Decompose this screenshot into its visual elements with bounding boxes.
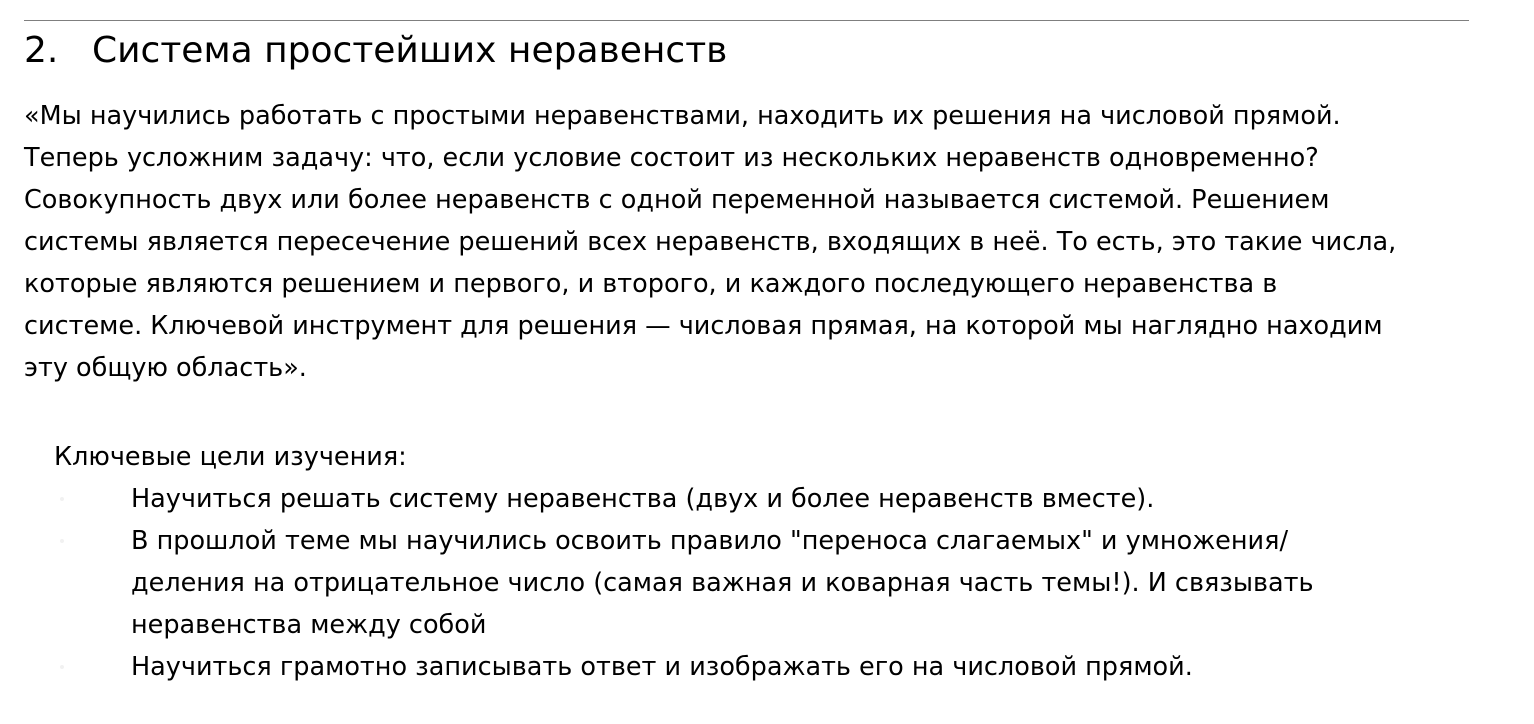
list-item xyxy=(0,478,1314,520)
list-item xyxy=(0,646,1314,688)
goal-line: В прошлой теме мы научились освоить правило "переноса слагаемых" и умножения/ xyxy=(131,526,1289,556)
intro-line: эту общую область». xyxy=(24,353,307,383)
top-divider xyxy=(24,20,1469,21)
bullet-icon xyxy=(60,665,64,669)
intro-line: Совокупность двух или более неравенств с одной переменной называется системой. Решением xyxy=(24,185,1330,215)
intro-paragraph xyxy=(24,95,1504,389)
goal-line: деления на отрицательное число (самая важная и коварная часть темы!). И связывать xyxy=(131,568,1314,598)
goal-line: Научиться грамотно записывать ответ и изображать его на числовой прямой. xyxy=(131,652,1193,682)
section-heading xyxy=(24,26,727,76)
goals-list xyxy=(0,478,1314,688)
list-item xyxy=(0,520,1314,646)
intro-line: которые являются решением и первого, и второго, и каждого последующего неравенства в xyxy=(24,269,1278,299)
goal-line: неравенства между собой xyxy=(131,610,487,640)
bullet-icon xyxy=(60,497,64,501)
intro-line: системы является пересечение решений всех неравенств, входящих в неё. То есть, это такие числа, xyxy=(24,227,1397,257)
goals-title: Ключевые цели изучения: xyxy=(54,442,407,472)
intro-line: Теперь усложним задачу: что, если условие состоит из нескольких неравенств одновременно? xyxy=(24,143,1319,173)
intro-line: системе. Ключевой инструмент для решения — числовая прямая, на которой мы наглядно находим xyxy=(24,311,1383,341)
intro-line: «Мы научились работать с простыми неравенствами, находить их решения на числовой прямой. xyxy=(24,101,1341,131)
section-number: 2. xyxy=(24,30,59,71)
section-title: Система простейших неравенств xyxy=(92,30,728,71)
goal-line: Научиться решать систему неравенства (двух и более неравенств вместе). xyxy=(131,484,1155,514)
bullet-icon xyxy=(60,539,64,543)
